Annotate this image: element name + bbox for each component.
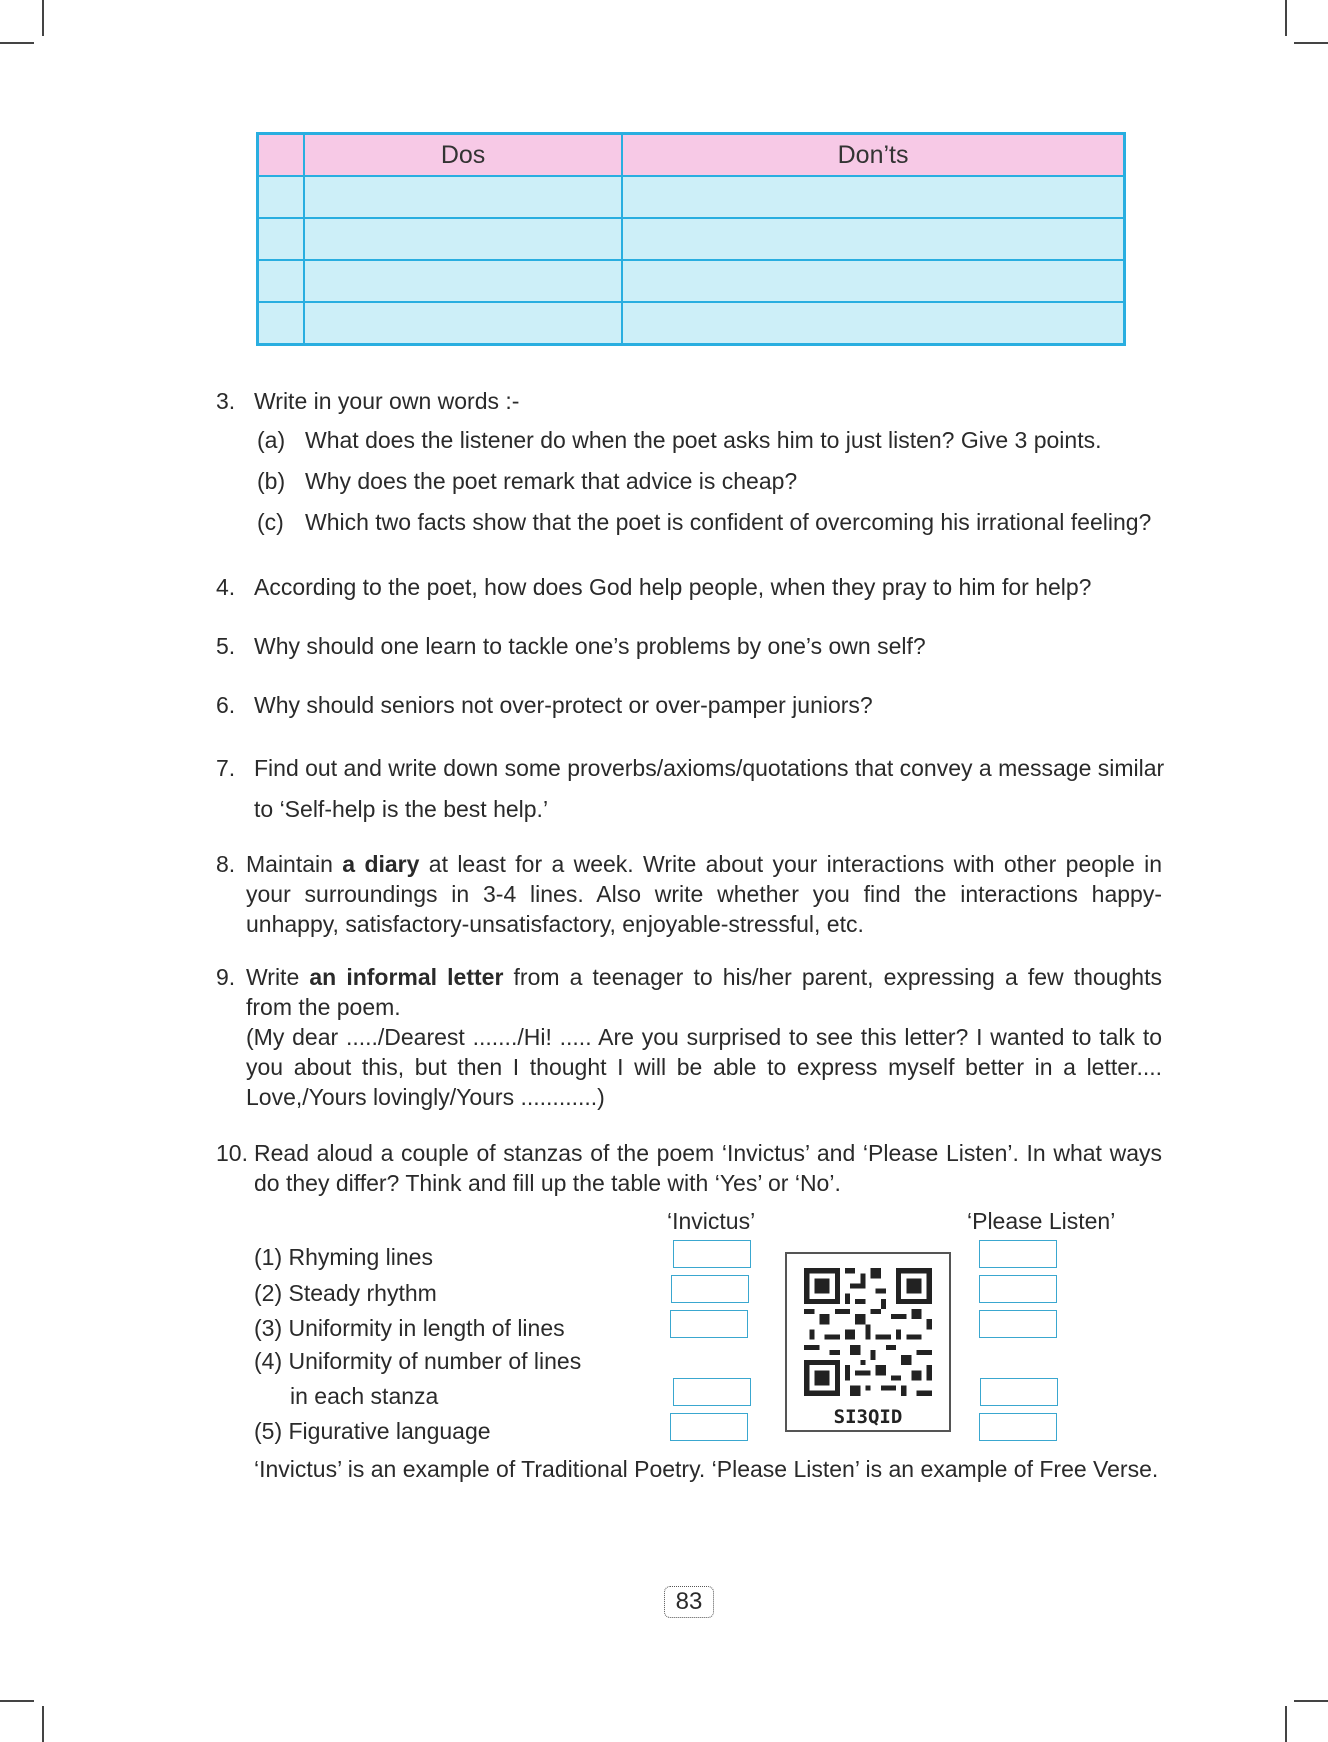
sub-label: (b) <box>257 468 286 494</box>
question-3c <box>257 509 1151 536</box>
sub-text: Why does the poet remark that advice is cheap? <box>305 468 798 494</box>
question-3a <box>257 427 1102 454</box>
question-8 <box>216 849 1162 939</box>
dos-donts-table <box>256 132 1126 346</box>
table-cell[interactable] <box>304 302 622 345</box>
question-number: 9. <box>216 964 236 990</box>
question-7-line2 <box>254 794 548 824</box>
page-number: 83 <box>664 1586 714 1618</box>
trait-4-cont: in each stanza <box>290 1383 439 1409</box>
table-header-dos: Dos <box>304 134 622 177</box>
sub-text: Which two facts show that the poet is confident of overcoming his irrational feeling? <box>305 509 1152 535</box>
question-text: from a teenager to his/her parent, expressing a few thoughts from the poem. <box>246 964 1162 1020</box>
answer-box-invictus-5[interactable] <box>670 1413 748 1441</box>
table-row <box>258 260 1125 302</box>
question-text: to ‘Self-help is the best help.’ <box>254 796 549 822</box>
question-3b <box>257 468 797 495</box>
qr-label: SI3QID <box>833 1406 903 1428</box>
trait-1: (1) Rhyming lines <box>254 1244 433 1270</box>
column-header-please-listen: ‘Please Listen’ <box>967 1208 1116 1234</box>
trait-3: (3) Uniformity in length of lines <box>254 1315 565 1341</box>
answer-box-invictus-4[interactable] <box>673 1378 751 1406</box>
table-cell[interactable] <box>622 302 1124 345</box>
column-header-invictus: ‘Invictus’ <box>667 1208 756 1234</box>
crop-mark <box>1285 0 1287 36</box>
answer-box-please-listen-5[interactable] <box>979 1413 1057 1441</box>
question-text: Why should seniors not over-protect or over-pamper juniors? <box>254 692 873 718</box>
question-keyword: a diary <box>342 851 420 877</box>
qr-code[interactable] <box>785 1252 951 1432</box>
answer-box-please-listen-3[interactable] <box>979 1310 1057 1338</box>
table-cell[interactable] <box>304 176 622 218</box>
table-cell[interactable] <box>622 218 1124 260</box>
question-number: 5. <box>216 633 236 659</box>
question-9 <box>216 962 1162 1112</box>
question-text: Write <box>246 964 310 990</box>
table-header-row <box>258 134 1125 177</box>
question-6 <box>216 690 873 720</box>
question-number: 3. <box>216 388 236 414</box>
question-text: Read aloud a couple of stanzas of the poem ‘Invictus’ and ‘Please Listen’. In what ways do they differ? Think and fill up the table with ‘Yes’ or ‘No’. <box>254 1140 1162 1196</box>
crop-mark <box>42 0 44 36</box>
table-cell[interactable] <box>258 260 305 302</box>
table-cell[interactable] <box>258 302 305 345</box>
qr-code-icon <box>787 1258 949 1406</box>
question-number: 4. <box>216 574 236 600</box>
question-text: According to the poet, how does God help people, when they pray to him for help? <box>254 574 1092 600</box>
crop-mark <box>1294 42 1328 44</box>
crop-mark <box>1285 1706 1287 1742</box>
question-4 <box>216 572 1091 602</box>
poetry-note <box>254 1454 1162 1484</box>
question-text: Write in your own words :- <box>254 388 520 414</box>
table-cell[interactable] <box>258 176 305 218</box>
answer-box-please-listen-2[interactable] <box>979 1275 1057 1303</box>
crop-mark <box>1294 1700 1328 1702</box>
question-7 <box>216 753 1164 783</box>
trait-4: (4) Uniformity of number of lines <box>254 1348 582 1374</box>
table-cell[interactable] <box>304 260 622 302</box>
trait-5: (5) Figurative language <box>254 1418 491 1444</box>
table-header-donts: Don’ts <box>622 134 1124 177</box>
answer-box-please-listen-1[interactable] <box>979 1240 1057 1268</box>
question-number: 8. <box>216 851 236 877</box>
letter-hint: (My dear ...../Dearest ......./Hi! ..... Are you surprised to see this letter? I wanted to talk to you about this, but then I thought I will be able to express myself better in a letter.... Love,/Yours lovingly/Yours ............) <box>246 1024 1162 1110</box>
table-row <box>258 218 1125 260</box>
question-number: 10. <box>216 1140 248 1166</box>
question-text: Why should one learn to tackle one’s problems by one’s own self? <box>254 633 926 659</box>
answer-box-please-listen-4[interactable] <box>980 1378 1058 1406</box>
sub-text: What does the listener do when the poet asks him to just listen? Give 3 points. <box>305 427 1102 453</box>
table-header-blank <box>258 134 305 177</box>
question-keyword: an informal letter <box>309 964 504 990</box>
question-5 <box>216 631 926 661</box>
answer-box-invictus-2[interactable] <box>671 1275 749 1303</box>
sub-label: (c) <box>257 509 284 535</box>
question-text: Find out and write down some proverbs/axioms/quotations that convey a message similar <box>254 755 1165 781</box>
table-row <box>258 176 1125 218</box>
table-cell[interactable] <box>304 218 622 260</box>
table-row <box>258 302 1125 345</box>
crop-mark <box>0 1700 34 1702</box>
question-number: 6. <box>216 692 236 718</box>
answer-box-invictus-1[interactable] <box>673 1240 751 1268</box>
crop-mark <box>0 42 34 44</box>
question-text: at least for a week. Write about your interactions with other people in your surroundings in 3-4 lines. Also write whether you find the interactions happy-unhappy, satisfactory-unsatisfactory, enjoyable-stressful, etc. <box>246 851 1162 937</box>
question-number: 7. <box>216 755 236 781</box>
answer-box-invictus-3[interactable] <box>670 1310 748 1338</box>
table-cell[interactable] <box>258 218 305 260</box>
crop-mark <box>42 1706 44 1742</box>
question-10 <box>216 1138 1162 1198</box>
table-cell[interactable] <box>622 260 1124 302</box>
question-3 <box>216 386 519 416</box>
table-cell[interactable] <box>622 176 1124 218</box>
note-text: ‘Invictus’ is an example of Traditional Poetry. ‘Please Listen’ is an example of Free Verse. <box>254 1456 1159 1482</box>
question-text: Maintain <box>246 851 343 877</box>
trait-2: (2) Steady rhythm <box>254 1280 437 1306</box>
sub-label: (a) <box>257 427 286 453</box>
